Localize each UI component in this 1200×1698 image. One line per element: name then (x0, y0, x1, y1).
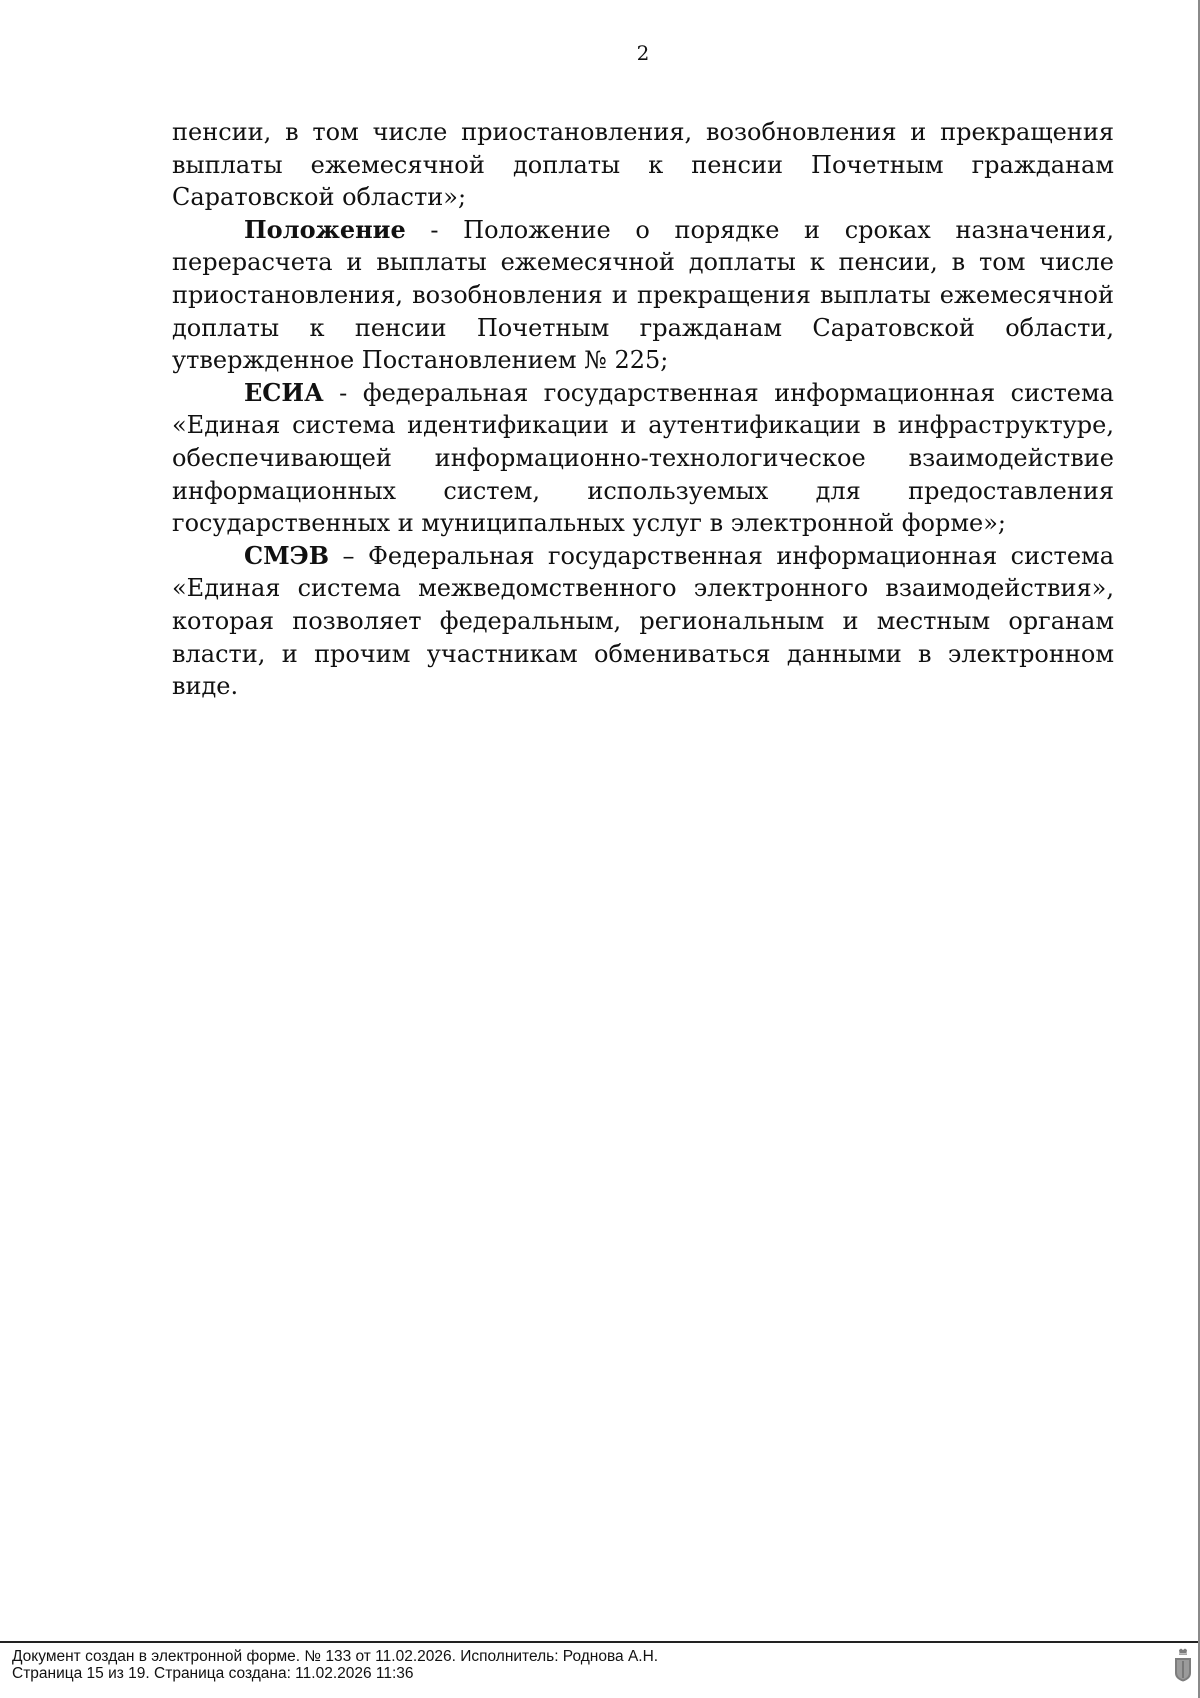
paragraph-esia-definition (172, 377, 1114, 540)
definition-text: – Федеральная государственная информационная система «Единая система межведомственного электронного взаимодействия», которая позволяет федеральным, региональным и местным органам власти, и прочим участникам обмениваться данными в электронном виде. (172, 541, 1114, 701)
term-polozhenie: Положение (244, 214, 406, 244)
page-number: 2 (636, 41, 650, 65)
footer-document-info: Документ создан в электронной форме. № 133 от 11.02.2026. Исполнитель: Роднова А.Н. (12, 1648, 659, 1665)
definition-text: - Положение о порядке и сроках назначения, перерасчета и выплаты ежемесячной доплаты к пенсии, в том числе приостановления, возобновления и прекращения выплаты ежемесячной доплаты к пенсии Почетным гражданам Саратовской области, утвержденное Постановлением № 225; (172, 215, 1114, 375)
footer-divider (0, 1641, 1198, 1643)
paragraph-polozhenie-definition (172, 214, 1114, 377)
paragraph-text: пенсии, в том числе приостановления, возобновления и прекращения выплаты ежемесячной доплаты к пенсии Почетным гражданам Саратовской области»; (172, 118, 1114, 212)
term-esia: ЕСИА (244, 377, 324, 407)
document-footer (12, 1648, 658, 1682)
document-body (172, 116, 1114, 703)
paragraph-pension-continuation (172, 116, 1114, 214)
term-smev: СМЭВ (244, 540, 330, 570)
paragraph-smev-definition (172, 540, 1114, 703)
coat-of-arms-icon (1172, 1648, 1194, 1682)
footer-page-info: Страница 15 из 19. Страница создана: 11.02.2026 11:36 (12, 1665, 414, 1682)
definition-text: - федеральная государственная информационная система «Единая система идентификации и аутентификации в инфраструктуре, обеспечивающей информационно-технологическое взаимодействие информационных систем, используемых для предоставления государственных и муниципальных услуг в электронной форме»; (172, 378, 1114, 538)
